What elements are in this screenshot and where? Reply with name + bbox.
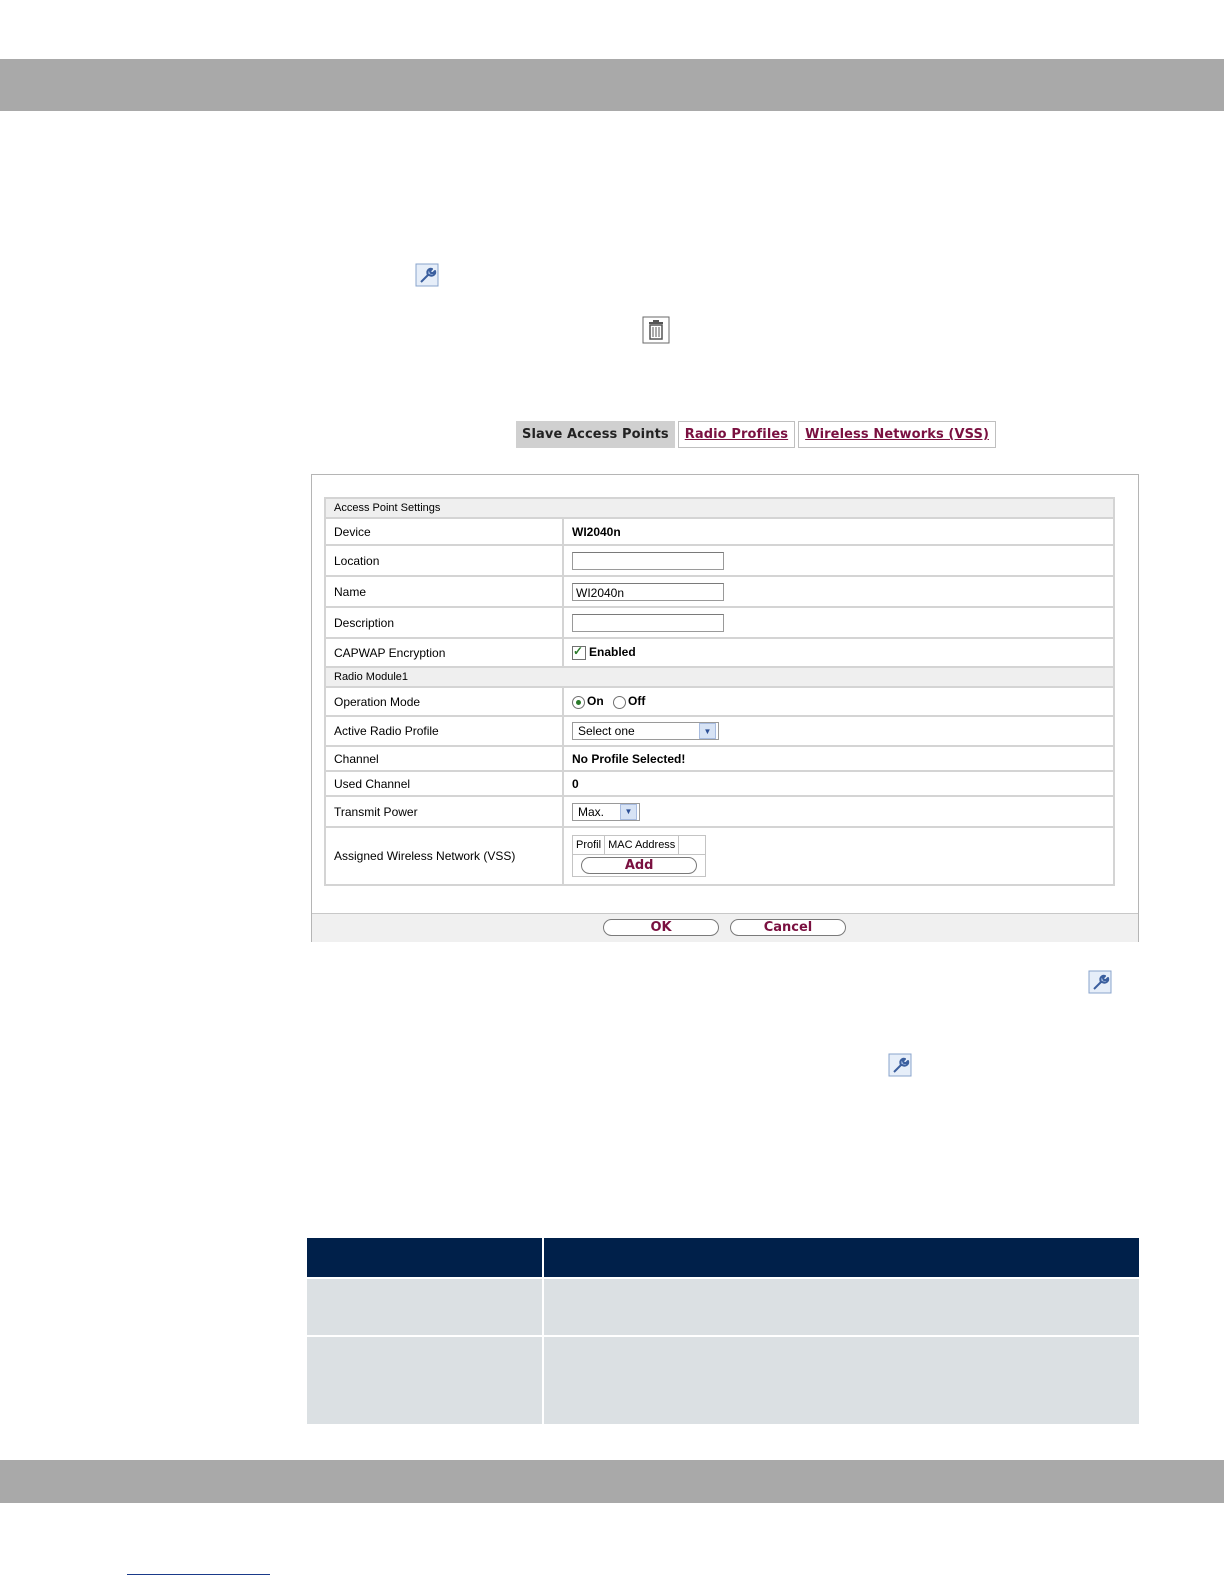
- table-cell: [307, 1278, 543, 1336]
- trash-icon: [642, 316, 670, 344]
- operation-mode-label: Operation Mode: [325, 687, 563, 716]
- footer-divider: [127, 1574, 270, 1575]
- section-header-radio: [325, 667, 1114, 687]
- row-transmit-power: [325, 796, 1114, 827]
- row-used-channel: [325, 771, 1114, 796]
- row-device: [325, 518, 1114, 545]
- field-description-table: [307, 1238, 1139, 1424]
- footer-band: [0, 1460, 1224, 1503]
- section-title: Access Point Settings: [325, 498, 1114, 518]
- row-operation-mode: [325, 687, 1114, 716]
- location-input[interactable]: [572, 552, 724, 570]
- transmit-power-value: Max.: [578, 804, 605, 819]
- tab-bar: [516, 421, 996, 448]
- capwap-label: CAPWAP Encryption: [325, 638, 563, 667]
- channel-label: Channel: [325, 746, 563, 771]
- table-row: [307, 1336, 1139, 1424]
- vss-col-mac: MAC Address: [605, 836, 679, 855]
- used-channel-label: Used Channel: [325, 771, 563, 796]
- section-header-access-point: [325, 498, 1114, 518]
- add-button[interactable]: Add: [581, 857, 697, 874]
- section-title: Radio Module1: [325, 667, 1114, 687]
- ok-button[interactable]: OK: [603, 919, 719, 936]
- assigned-vss-label: Assigned Wireless Network (VSS): [325, 827, 563, 885]
- header-band: [0, 59, 1224, 111]
- operation-on-radio[interactable]: [572, 696, 585, 709]
- location-label: Location: [325, 545, 563, 576]
- chevron-down-icon: ▼: [620, 804, 637, 820]
- channel-value: No Profile Selected!: [563, 746, 1114, 771]
- settings-table: [324, 497, 1115, 886]
- table-cell: [543, 1336, 1139, 1424]
- wrench-icon: [415, 263, 439, 287]
- cancel-button[interactable]: Cancel: [730, 919, 846, 936]
- capwap-enabled-label: Enabled: [589, 645, 636, 660]
- row-capwap: [325, 638, 1114, 667]
- description-label: Description: [325, 607, 563, 638]
- vss-table: [572, 835, 706, 877]
- table-header-cell: [543, 1238, 1139, 1278]
- tab-wireless-networks-vss[interactable]: Wireless Networks (VSS): [798, 421, 996, 448]
- wrench-icon: [1088, 970, 1112, 994]
- table-cell: [543, 1278, 1139, 1336]
- row-name: [325, 576, 1114, 607]
- row-active-radio-profile: [325, 716, 1114, 746]
- name-label: Name: [325, 576, 563, 607]
- tab-radio-profiles[interactable]: Radio Profiles: [678, 421, 795, 448]
- name-input[interactable]: WI2040n: [572, 583, 724, 601]
- table-cell: [307, 1336, 543, 1424]
- wrench-icon: [888, 1053, 912, 1077]
- row-description: [325, 607, 1114, 638]
- tab-slave-access-points[interactable]: Slave Access Points: [516, 421, 675, 448]
- chevron-down-icon: ▼: [699, 723, 716, 739]
- access-point-form-panel: [311, 474, 1139, 942]
- operation-off-radio[interactable]: [613, 696, 626, 709]
- table-header-row: [307, 1238, 1139, 1278]
- table-row: [307, 1278, 1139, 1336]
- capwap-checkbox[interactable]: [572, 646, 586, 660]
- active-radio-profile-label: Active Radio Profile: [325, 716, 563, 746]
- active-radio-profile-select[interactable]: [572, 722, 719, 740]
- vss-col-empty: [679, 836, 706, 855]
- transmit-power-select[interactable]: [572, 803, 640, 821]
- device-label: Device: [325, 518, 563, 545]
- row-assigned-vss: [325, 827, 1114, 885]
- description-input[interactable]: [572, 614, 724, 632]
- used-channel-value: 0: [563, 771, 1114, 796]
- table-header-cell: [307, 1238, 543, 1278]
- operation-on-label: On: [587, 694, 604, 709]
- transmit-power-label: Transmit Power: [325, 796, 563, 827]
- operation-off-label: Off: [628, 694, 646, 709]
- form-footer: [312, 913, 1138, 942]
- device-value: WI2040n: [563, 518, 1114, 545]
- row-channel: [325, 746, 1114, 771]
- vss-col-profil: Profil: [573, 836, 605, 855]
- active-radio-profile-value: Select one: [578, 724, 635, 738]
- row-location: [325, 545, 1114, 576]
